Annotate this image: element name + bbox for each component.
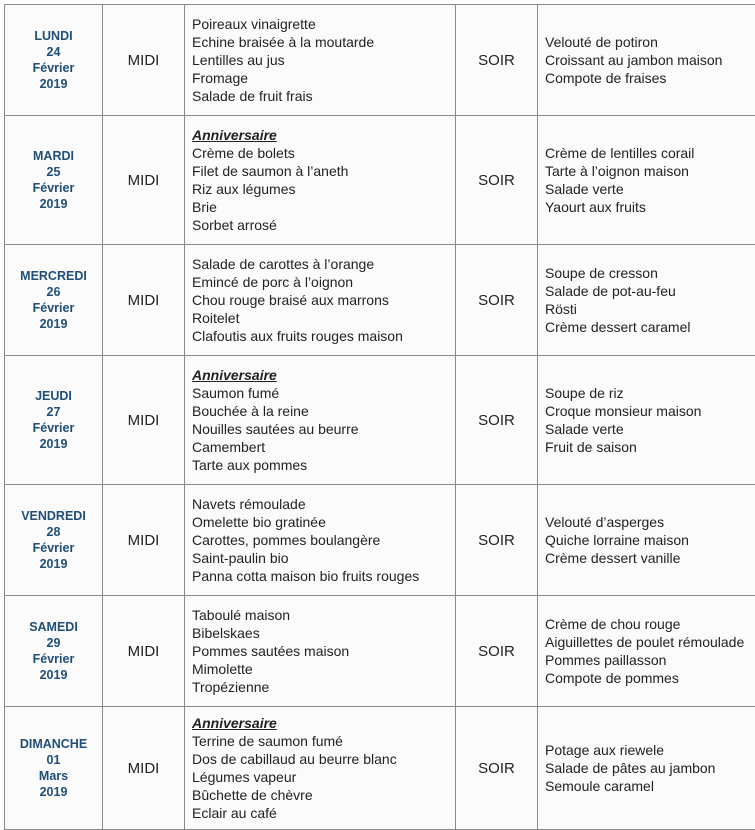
lunch-label: MIDI: [103, 5, 185, 116]
lunch-dish: Tropézienne: [192, 679, 270, 695]
lunch-dish: Carottes, pommes boulangère: [192, 532, 381, 548]
lunch-dish: Saint-paulin bio: [192, 550, 289, 566]
day-row: [5, 707, 755, 830]
day-month: Février: [32, 61, 75, 75]
day-day-num: 28: [46, 525, 61, 539]
day-day-num: 27: [46, 405, 61, 419]
day-day-name: SAMEDI: [29, 620, 78, 634]
lunch-dish: Pommes sautées maison: [192, 643, 350, 659]
dinner-dish: Salade de pâtes au jambon: [545, 760, 716, 776]
day-month: Février: [32, 541, 75, 555]
lunch-dish: Roitelet: [192, 310, 240, 326]
day-row: [5, 356, 755, 485]
day-year: 2019: [39, 317, 68, 331]
dinner-dish: Potage aux riewele: [545, 742, 665, 758]
dinner-dish: Tarte à l’oignon maison: [545, 163, 689, 179]
occasion-label: Anniversaire: [192, 715, 277, 731]
dinner-dish: Crème de lentilles corail: [545, 145, 695, 161]
day-year: 2019: [39, 785, 68, 799]
day-day-num: 01: [46, 753, 61, 767]
lunch-dish: Lentilles au jus: [192, 52, 285, 68]
lunch-dishes: [185, 485, 456, 596]
day-day-name: JEUDI: [35, 389, 72, 403]
day-row: [5, 596, 755, 707]
dinner-dish: Rösti: [545, 301, 577, 317]
lunch-dishes: [185, 245, 456, 356]
day-year: 2019: [39, 77, 68, 91]
lunch-dish: Riz aux légumes: [192, 181, 296, 197]
day-day-name: DIMANCHE: [19, 737, 88, 751]
weekly-menu-table: [4, 4, 755, 830]
lunch-dish: Crème de bolets: [192, 145, 295, 161]
lunch-dishes: [185, 116, 456, 245]
lunch-label: MIDI: [103, 356, 185, 485]
lunch-dish: Eclair au café: [192, 805, 277, 821]
lunch-dish: Bibelskaes: [192, 625, 260, 641]
lunch-dish: Terrine de saumon fumé: [192, 733, 343, 749]
lunch-dish: Nouilles sautées au beurre: [192, 421, 359, 437]
dinner-dishes: [538, 485, 755, 596]
day-cell: [5, 356, 103, 485]
dinner-dish: Crème dessert caramel: [545, 319, 691, 335]
dinner-dishes: [538, 245, 755, 356]
dinner-dish: Yaourt aux fruits: [545, 199, 646, 215]
lunch-dish: Brie: [192, 199, 217, 215]
day-row: [5, 245, 755, 356]
dinner-dish: Salade de pot-au-feu: [545, 283, 676, 299]
dinner-label: SOIR: [456, 116, 538, 245]
day-month: Février: [32, 652, 75, 666]
lunch-label: MIDI: [103, 245, 185, 356]
day-day-name: LUNDI: [34, 29, 73, 43]
day-day-name: MARDI: [33, 149, 74, 163]
dinner-dish: Pommes paillasson: [545, 652, 667, 668]
dinner-dishes: [538, 596, 755, 707]
lunch-dish: Camembert: [192, 439, 266, 455]
occasion-label: Anniversaire: [192, 367, 277, 383]
lunch-dishes: [185, 5, 456, 116]
lunch-dish: Chou rouge braisé aux marrons: [192, 292, 389, 308]
lunch-dish: Navets rémoulade: [192, 496, 306, 512]
day-day-num: 24: [46, 45, 61, 59]
dinner-dish: Soupe de riz: [545, 385, 624, 401]
day-year: 2019: [39, 197, 68, 211]
dinner-dishes: [538, 116, 755, 245]
dinner-label: SOIR: [456, 5, 538, 116]
lunch-dish: Salade de fruit frais: [192, 88, 313, 104]
dinner-dish: Croque monsieur maison: [545, 403, 702, 419]
day-cell: [5, 5, 103, 116]
day-cell: [5, 485, 103, 596]
lunch-dish: Fromage: [192, 70, 249, 86]
lunch-dishes: [185, 596, 456, 707]
day-cell: [5, 245, 103, 356]
lunch-label: MIDI: [103, 485, 185, 596]
dinner-dish: Compote de fraises: [545, 70, 667, 86]
lunch-dish: Clafoutis aux fruits rouges maison: [192, 328, 403, 344]
lunch-dishes: [185, 356, 456, 485]
dinner-dish: Salade verte: [545, 181, 624, 197]
dinner-dish: Fruit de saison: [545, 439, 637, 455]
lunch-dish: Saumon fumé: [192, 385, 280, 401]
lunch-dish: Taboulé maison: [192, 607, 291, 623]
lunch-dish: Poireaux vinaigrette: [192, 16, 316, 32]
day-row: [5, 5, 755, 116]
day-month: Février: [32, 301, 75, 315]
menu-table-body: [5, 5, 755, 830]
day-cell: [5, 116, 103, 245]
lunch-label: MIDI: [103, 596, 185, 707]
day-day-num: 25: [46, 165, 61, 179]
lunch-dish: Dos de cabillaud au beurre blanc: [192, 751, 397, 767]
dinner-dishes: [538, 5, 755, 116]
day-day-num: 26: [46, 285, 61, 299]
lunch-dish: Bouchée à la reine: [192, 403, 309, 419]
lunch-label: MIDI: [103, 707, 185, 830]
lunch-dish: Mimolette: [192, 661, 253, 677]
day-day-name: VENDREDI: [21, 509, 86, 523]
dinner-dish: Compote de pommes: [545, 670, 679, 686]
lunch-dish: Sorbet arrosé: [192, 217, 277, 233]
day-day-name: MERCREDI: [20, 269, 87, 283]
day-row: [5, 485, 755, 596]
dinner-label: SOIR: [456, 356, 538, 485]
dinner-dish: Croissant au jambon maison: [545, 52, 723, 68]
occasion-label: Anniversaire: [192, 127, 277, 143]
day-month: Mars: [38, 769, 69, 783]
dinner-dish: Velouté d’asperges: [545, 514, 665, 530]
dinner-label: SOIR: [456, 245, 538, 356]
lunch-label: MIDI: [103, 116, 185, 245]
lunch-dish: Echine braisée à la moutarde: [192, 34, 375, 50]
day-month: Février: [32, 181, 75, 195]
dinner-dish: Soupe de cresson: [545, 265, 658, 281]
dinner-dish: Crème de chou rouge: [545, 616, 681, 632]
day-row: [5, 116, 755, 245]
dinner-label: SOIR: [456, 485, 538, 596]
dinner-dish: Salade verte: [545, 421, 624, 437]
dinner-dish: Quiche lorraine maison: [545, 532, 689, 548]
day-cell: [5, 707, 103, 830]
day-month: Février: [32, 421, 75, 435]
lunch-dish: Emincé de porc à l’oignon: [192, 274, 354, 290]
dinner-dish: Crème dessert vanille: [545, 550, 681, 566]
lunch-dish: Salade de carottes à l’orange: [192, 256, 375, 272]
day-year: 2019: [39, 668, 68, 682]
dinner-dish: Aiguillettes de poulet rémoulade: [545, 634, 745, 650]
lunch-dish: Tarte aux pommes: [192, 457, 308, 473]
dinner-label: SOIR: [456, 707, 538, 830]
dinner-dishes: [538, 707, 755, 830]
dinner-label: SOIR: [456, 596, 538, 707]
lunch-dish: Filet de saumon à l’aneth: [192, 163, 349, 179]
lunch-dish: Bûchette de chèvre: [192, 787, 313, 803]
day-year: 2019: [39, 437, 68, 451]
lunch-dish: Légumes vapeur: [192, 769, 297, 785]
dinner-dish: Velouté de potiron: [545, 34, 658, 50]
day-year: 2019: [39, 557, 68, 571]
day-cell: [5, 596, 103, 707]
dinner-dish: Semoule caramel: [545, 778, 654, 794]
lunch-dishes: [185, 707, 456, 830]
lunch-dish: Omelette bio gratinée: [192, 514, 326, 530]
dinner-dishes: [538, 356, 755, 485]
day-day-num: 29: [46, 636, 61, 650]
lunch-dish: Panna cotta maison bio fruits rouges: [192, 568, 420, 584]
